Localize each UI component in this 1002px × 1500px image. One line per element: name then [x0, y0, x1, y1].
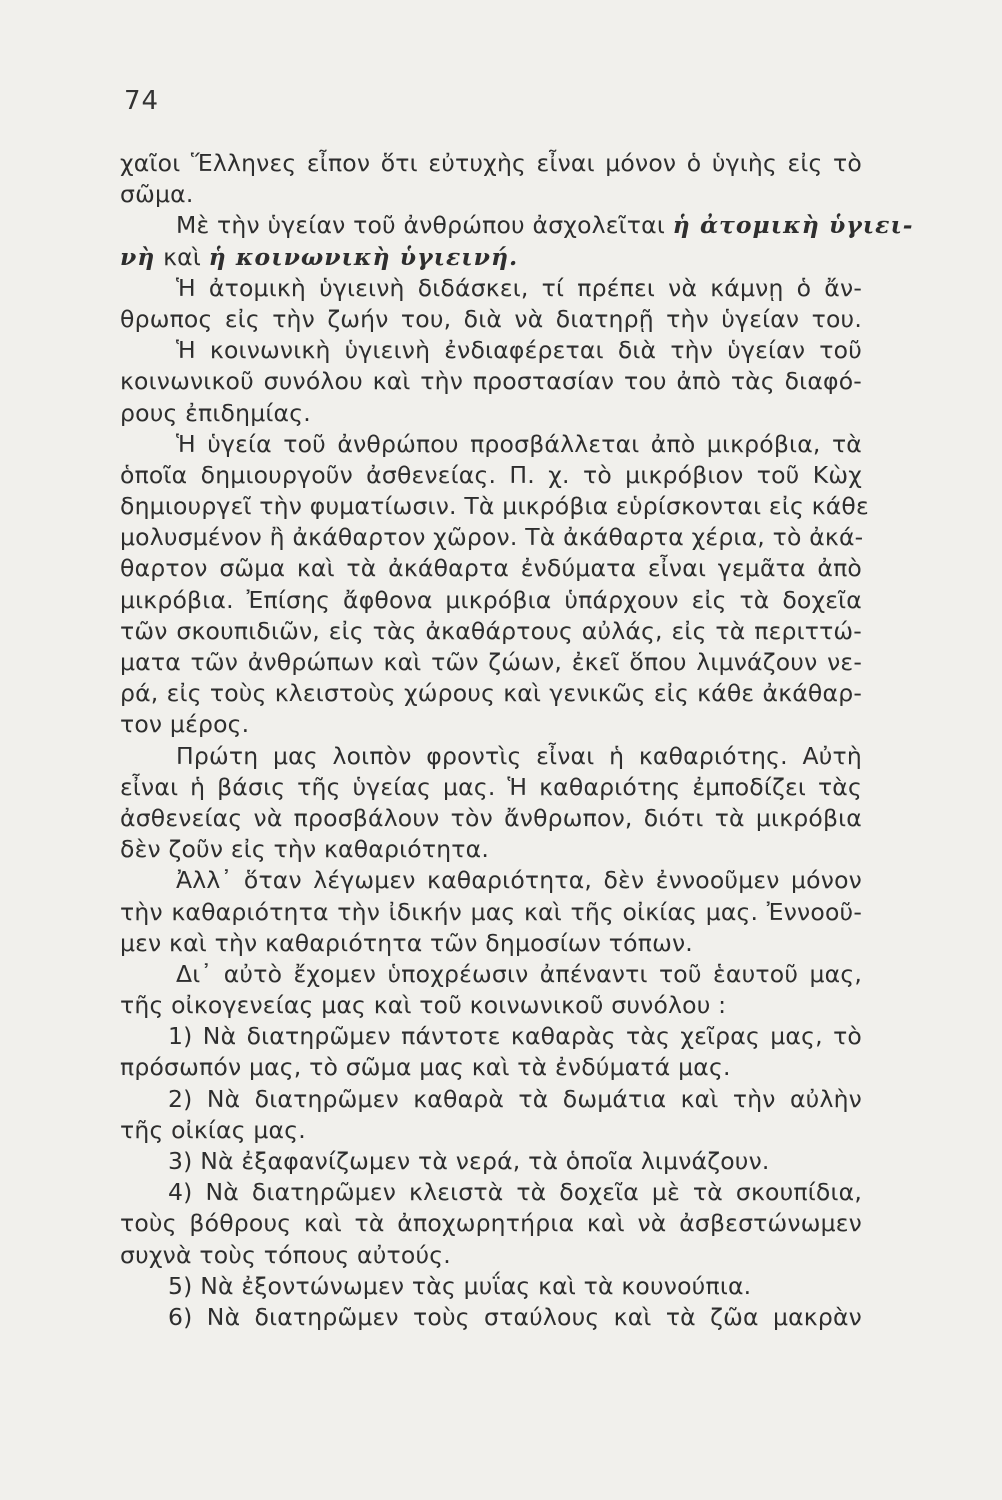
text-line: τῆς οἰκογενείας μας καὶ τοῦ κοινωνικοῦ συνόλου :: [120, 991, 727, 1020]
text-line: δημιουργεῖ τὴν φυματίωσιν. Τὰ μικρόβια εὑρίσκονται εἰς κάθε: [120, 492, 869, 521]
text-line: μικρόβια. Ἐπίσης ἄφθονα μικρόβια ὑπάρχουν εἰς τὰ δοχεῖα: [120, 585, 862, 614]
text-line: Πρώτη μας λοιπὸν φροντὶς εἶναι ἡ καθαριότης. Αὐτὴ: [176, 741, 862, 770]
emphasis-term: ἡ ἀτομικὴ ὑγιει-: [672, 211, 914, 240]
text-line: δὲν ζοῦν εἰς τὴν καθαριότητα.: [120, 835, 489, 864]
page-number: 74: [124, 86, 160, 116]
text-line: τὴν καθαριότητα τὴν ἰδικήν μας καὶ τῆς οἰκίας μας. Ἐννοοῦ-: [120, 897, 862, 926]
text-line: Ἡ ἀτομικὴ ὑγιεινὴ διδάσκει, τί πρέπει νὰ κάμνῃ ὁ ἄν-: [176, 273, 862, 302]
list-item: 4) Νὰ διατηρῶμεν κλειστὰ τὰ δοχεῖα μὲ τὰ σκουπίδια,: [168, 1178, 862, 1207]
text-line: θρωπος εἰς τὴν ζωήν του, διὰ νὰ διατηρῇ τὴν ὑγείαν του.: [120, 304, 862, 333]
text-line: μεν καὶ τὴν καθαριότητα τῶν δημοσίων τόπων.: [120, 928, 693, 957]
list-item: 6) Νὰ διατηρῶμεν τοὺς σταύλους καὶ τὰ ζῶα μακρὰν: [168, 1302, 862, 1331]
text-line: [120, 242, 862, 273]
text-line: χαῖοι Ἕλληνες εἶπον ὅτι εὐτυχὴς εἶναι μόνον ὁ ὑγιὴς εἰς τὸ: [120, 149, 862, 177]
text-line: μολυσμένον ἢ ἀκάθαρτον χῶρον. Τὰ ἀκάθαρτα χέρια, τὸ ἀκά-: [120, 523, 864, 552]
text-line: συχνὰ τοὺς τόπους αὐτούς.: [120, 1240, 451, 1269]
text-line: θαρτον σῶμα καὶ τὰ ἀκάθαρτα ἐνδύματα εἶναι γεμᾶτα ἀπὸ: [120, 554, 862, 583]
list-item: 5) Νὰ ἐξοντώνωμεν τὰς μυΐας καὶ τὰ κουνούπια.: [168, 1271, 752, 1300]
text-line: τοὺς βόθρους καὶ τὰ ἀποχωρητήρια καὶ νὰ ἀσβεστώνωμεν: [120, 1209, 862, 1238]
emphasis-term: νὴ: [120, 242, 156, 271]
list-item: 2) Νὰ διατηρῶμεν καθαρὰ τὰ δωμάτια καὶ τὴν αὐλὴν: [168, 1084, 862, 1113]
text-line: κοινωνικοῦ συνόλου καὶ τὴν προστασίαν του ἀπὸ τὰς διαφό-: [120, 367, 862, 396]
text-line: ἀσθενείας νὰ προσβάλουν τὸν ἄνθρωπον, διότι τὰ μικρόβια: [120, 803, 862, 832]
text-line: [120, 210, 914, 241]
text-line: Ἡ ὑγεία τοῦ ἀνθρώπου προσβάλλεται ἀπὸ μικρόβια, τὰ: [176, 429, 862, 458]
list-item: 1) Νὰ διατηρῶμεν πάντοτε καθαρὰς τὰς χεῖρας μας, τὸ: [168, 1022, 862, 1051]
line-text: Μὲ τὴν ὑγείαν τοῦ ἀνθρώπου ἀσχολεῖται: [176, 211, 673, 240]
text-line: τῶν σκουπιδιῶν, εἰς τὰς ἀκαθάρτους αὐλάς, εἰς τὰ περιττώ-: [120, 616, 862, 645]
text-line: ρους ἐπιδημίας.: [120, 398, 311, 427]
body-text: [120, 148, 914, 1333]
text-line: ματα τῶν ἀνθρώπων καὶ τῶν ζώων, ἐκεῖ ὅπου λιμνάζουν νε-: [120, 648, 862, 676]
text-line: τῆς οἰκίας μας.: [120, 1115, 306, 1144]
text-line: Δι᾽ αὐτὸ ἔχομεν ὑποχρέωσιν ἀπέναντι τοῦ ἑαυτοῦ μας,: [176, 959, 862, 988]
list-item: 3) Νὰ ἐξαφανίζωμεν τὰ νερά, τὰ ὁποῖα λιμνάζουν.: [168, 1147, 770, 1175]
text-line: Ἡ κοινωνικὴ ὑγιεινὴ ἐνδιαφέρεται διὰ τὴν ὑγείαν τοῦ: [176, 336, 862, 365]
text-line: Ἀλλ᾽ ὅταν λέγωμεν καθαριότητα, δὲν ἐννοοῦμεν μόνον: [176, 866, 862, 895]
text-line: ὁποῖα δημιουργοῦν ἀσθενείας. Π. χ. τὸ μικρόβιον τοῦ Κὼχ: [120, 460, 862, 489]
text-line: πρόσωπόν μας, τὸ σῶμα μας καὶ τὰ ἐνδύματά μας.: [120, 1053, 731, 1082]
text-line: ρά, εἰς τοὺς κλειστοὺς χώρους καὶ γενικῶς εἰς κάθε ἀκάθαρ-: [120, 679, 862, 708]
text-line: τον μέρος.: [120, 710, 250, 739]
text-line: εἶναι ἡ βάσις τῆς ὑγείας μας. Ἡ καθαριότης ἐμποδίζει τὰς: [120, 772, 862, 801]
text-line: σῶμα.: [120, 180, 194, 209]
line-text: καὶ: [155, 242, 209, 271]
emphasis-term: ἡ κοινωνικὴ ὑγιεινή.: [208, 242, 519, 271]
